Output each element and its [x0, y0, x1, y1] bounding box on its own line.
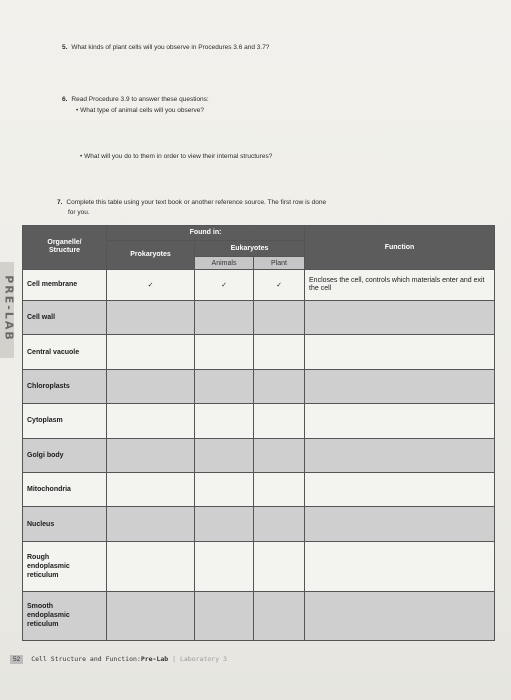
animals-cell[interactable]	[195, 404, 254, 438]
eukaryotes-header: Eukaryotes	[195, 240, 305, 257]
prokaryotes-cell[interactable]	[107, 335, 195, 369]
footer-section: Pre-Lab	[140, 655, 169, 663]
prokaryotes-cell[interactable]	[107, 369, 195, 403]
table-row	[23, 301, 495, 335]
question-6-bullet-1: • What type of animal cells will you observe?	[76, 107, 205, 114]
question-7-text-line2: for you.	[68, 209, 90, 216]
plant-cell[interactable]	[254, 507, 305, 541]
question-7-number: 7.	[57, 199, 63, 206]
organelle-table	[22, 225, 495, 641]
table-row	[23, 404, 495, 438]
prokaryotes-cell[interactable]	[107, 301, 195, 335]
row-label: Mitochondria	[23, 473, 107, 507]
row-label: Nucleus	[23, 507, 107, 541]
footer-title: Cell Structure and Function:	[31, 655, 141, 663]
function-cell[interactable]	[305, 369, 495, 403]
question-5-text: What kinds of plant cells will you observe in Procedures 3.6 and 3.7?	[71, 44, 270, 51]
plant-cell[interactable]	[254, 541, 305, 591]
function-cell[interactable]	[305, 301, 495, 335]
prokaryotes-cell[interactable]	[107, 591, 195, 640]
row-label: Chloroplasts	[23, 369, 107, 403]
function-cell[interactable]	[305, 541, 495, 591]
animals-cell[interactable]	[195, 301, 254, 335]
prokaryotes-check-cell: ✓	[107, 269, 195, 300]
animals-check-cell: ✓	[195, 269, 254, 300]
function-cell[interactable]	[305, 438, 495, 472]
plant-cell[interactable]	[254, 473, 305, 507]
row-label: Cell wall	[23, 301, 107, 335]
animals-cell[interactable]	[195, 591, 254, 640]
row-label: Rough endoplasmic reticulum	[23, 541, 107, 591]
function-cell[interactable]	[305, 591, 495, 640]
question-6	[62, 96, 209, 103]
question-7	[57, 199, 326, 206]
function-cell: Encloses the cell, controls which materials enter and exit the cell	[305, 269, 495, 300]
pre-lab-side-tab	[0, 262, 14, 358]
page-number: 52	[10, 655, 23, 664]
plant-cell[interactable]	[254, 404, 305, 438]
prokaryotes-cell[interactable]	[107, 438, 195, 472]
table-row	[23, 541, 495, 591]
function-cell[interactable]	[305, 473, 495, 507]
row-label: Cytoplasm	[23, 404, 107, 438]
question-6-number: 6.	[62, 96, 68, 103]
question-6-bullet-2-text: What will you do to them in order to view their internal structures?	[84, 153, 273, 160]
function-header: Function	[305, 226, 495, 270]
question-5	[62, 44, 269, 51]
animals-cell[interactable]	[195, 473, 254, 507]
row-label: Smooth endoplasmic reticulum	[23, 591, 107, 640]
question-5-number: 5.	[62, 44, 68, 51]
row-label: Central vacuole	[23, 335, 107, 369]
function-cell[interactable]	[305, 507, 495, 541]
table-row	[23, 591, 495, 640]
animals-header: Animals	[195, 257, 254, 270]
prokaryotes-cell[interactable]	[107, 404, 195, 438]
side-tab-label: PRE-LAB	[2, 275, 16, 342]
prokaryotes-header: Prokaryotes	[107, 240, 195, 269]
function-cell[interactable]	[305, 404, 495, 438]
table-row	[23, 473, 495, 507]
prokaryotes-cell[interactable]	[107, 541, 195, 591]
page-footer	[10, 655, 227, 664]
row-label: Golgi body	[23, 438, 107, 472]
footer-lab: Laboratory 3	[179, 655, 227, 663]
animals-cell[interactable]	[195, 507, 254, 541]
organelle-header: Organelle/ Structure	[23, 226, 107, 270]
plant-cell[interactable]	[254, 335, 305, 369]
table-row	[23, 438, 495, 472]
plant-header: Plant	[254, 257, 305, 270]
question-7-text: Complete this table using your text book or another reference source. The first row is done	[66, 199, 327, 206]
function-cell[interactable]	[305, 335, 495, 369]
plant-cell[interactable]	[254, 369, 305, 403]
table-row	[23, 335, 495, 369]
table-row	[23, 269, 495, 300]
prokaryotes-cell[interactable]	[107, 507, 195, 541]
animals-cell[interactable]	[195, 438, 254, 472]
table-row	[23, 369, 495, 403]
plant-check-cell: ✓	[254, 269, 305, 300]
animals-cell[interactable]	[195, 335, 254, 369]
plant-cell[interactable]	[254, 301, 305, 335]
plant-cell[interactable]	[254, 438, 305, 472]
table-row	[23, 507, 495, 541]
animals-cell[interactable]	[195, 541, 254, 591]
question-6-bullet-2: • What will you do to them in order to view their internal structures?	[80, 153, 273, 160]
found-in-header: Found in:	[107, 226, 305, 241]
question-6-text: Read Procedure 3.9 to answer these questions:	[71, 96, 209, 103]
footer-separator: |	[172, 655, 177, 663]
question-6-bullet-1-text: What type of animal cells will you observe?	[80, 107, 205, 114]
animals-cell[interactable]	[195, 369, 254, 403]
row-label: Cell membrane	[23, 269, 107, 300]
prokaryotes-cell[interactable]	[107, 473, 195, 507]
plant-cell[interactable]	[254, 591, 305, 640]
